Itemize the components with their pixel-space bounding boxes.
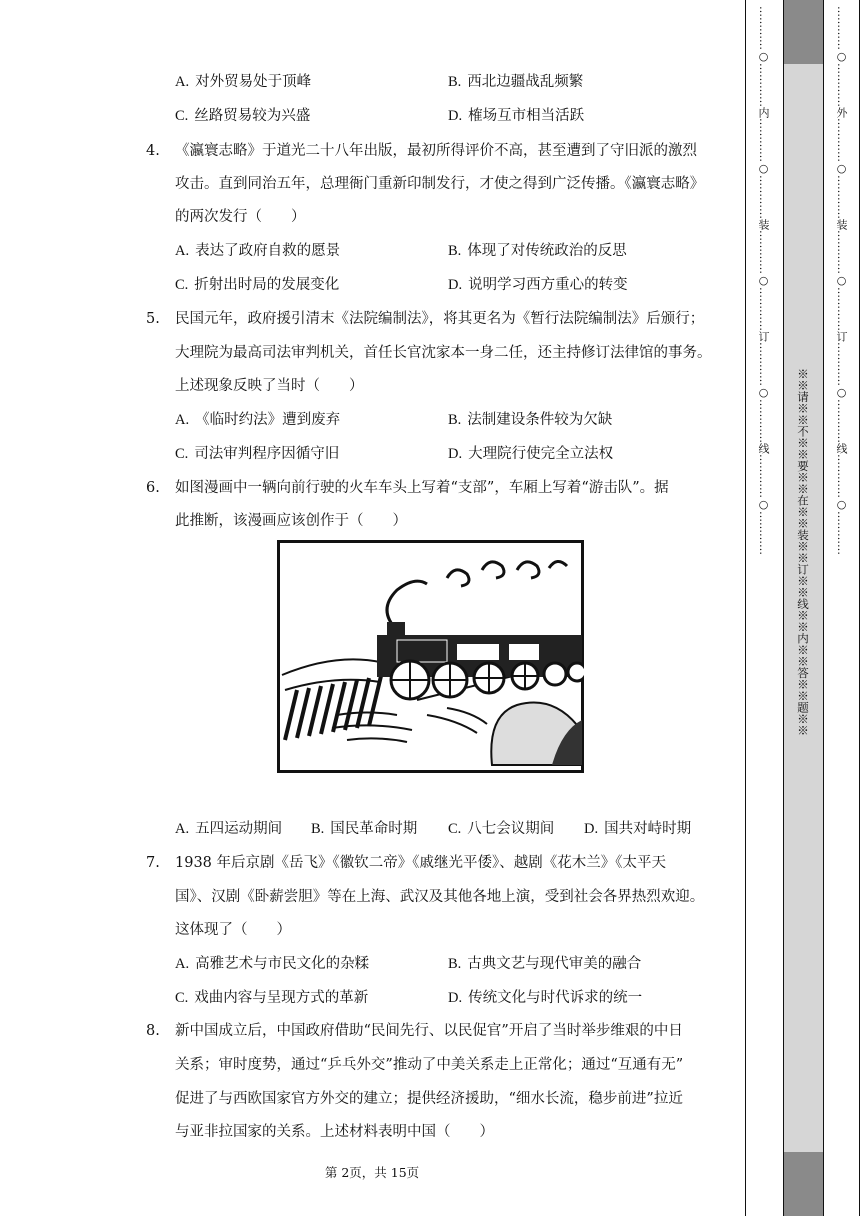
q5-option-c: C. 司法审判程序因循守旧 [175,446,340,462]
question-text: 《瀛寰志略》于道光二十八年出版，最初所得评价不高，甚至遭到了守旧派的激烈 [175,143,697,159]
question-text: 上述现象反映了当时（ ） [175,378,364,394]
q5-option-a: A. 《临时约法》遭到废弃 [175,412,341,428]
question-text: 民国元年，政府援引清末《法院编制法》，将其更名为《暂行法院编制法》后颁行； [175,311,705,327]
outer-binding-line: …………○…………外…………○…………装…………○…………订…………○…………线…………○………… [835,6,848,555]
question-number: 6. [146,480,160,496]
q3-option-c: C. 丝路贸易较为兴盛 [175,108,311,124]
q6-option-c: C. 八七会议期间 [448,821,555,837]
question-number: 4. [146,143,160,159]
question-text: 新中国成立后，中国政府借助“民间先行、以民促官”开启了当时举步维艰的中日 [175,1023,683,1039]
q4-option-c: C. 折射出时局的发展变化 [175,277,340,293]
question-text: 攻击。直到同治五年，总理衙门重新印制发行，才使之得到广泛传播。《瀛寰志略》 [175,176,705,192]
question-text: 与亚非拉国家的关系。上述材料表明中国（ ） [175,1124,494,1140]
question-text: 关系；审时度势，通过“乒乓外交”推动了中美关系走上正常化；通过“互通有无” [175,1057,684,1073]
question-text: 国》、汉剧《卧薪尝胆》等在上海、武汉及其他各地上演，受到社会各界热烈欢迎。 [175,889,705,905]
question-text: 这体现了（ ） [175,922,291,938]
question-text: 1938 年后京剧《岳飞》《徽钦二帝》《戚继光平倭》、越剧《花木兰》《太平天 [175,855,667,871]
q4-option-d: D. 说明学习西方重心的转变 [448,277,628,293]
q6-option-b: B. 国民革命时期 [311,821,418,837]
q5-option-d: D. 大理院行使完全立法权 [448,446,614,462]
question-text: 此推断，该漫画应该创作于（ ） [175,513,407,529]
q5-option-b: B. 法制建设条件较为欠缺 [448,412,613,428]
q7-option-d: D. 传统文化与时代诉求的统一 [448,990,643,1006]
q6-option-a: A. 五四运动期间 [175,821,283,837]
q7-option-a: A. 高雅艺术与市民文化的杂糅 [175,956,370,972]
question-number: 8. [146,1023,160,1039]
q3-option-d: D. 榷场互市相当活跃 [448,108,585,124]
binding-gray-block-bottom [784,1152,823,1216]
q3-option-a: A. 对外贸易处于顶峰 [175,74,312,90]
binding-gray-block-top [784,0,823,64]
q3-option-b: B. 西北边疆战乱频繁 [448,74,584,90]
question-text: 促进了与西欧国家官方外交的建立；提供经济援助，“细水长流，稳步前进”拉近 [175,1091,683,1107]
q4-option-b: B. 体现了对传统政治的反思 [448,243,627,259]
binding-notice-text: ※※请※※不※※要※※在※※装※※订※※线※※内※※答※※题※※ [796,368,810,736]
page-footer: 第 2页，共 15页 [324,1165,420,1180]
question-text: 的两次发行（ ） [175,209,306,225]
train-cartoon-image [277,540,584,773]
question-number: 5. [146,311,160,327]
q6-option-d: D. 国共对峙时期 [584,821,692,837]
question-text: 大理院为最高司法审判机关，首任长官沈家本一身二任，还主持修订法律馆的事务。 [175,345,712,361]
inner-binding-line: …………○…………内…………○…………装…………○…………订…………○…………线…………○………… [757,6,770,555]
q7-option-c: C. 戏曲内容与呈现方式的革新 [175,990,369,1006]
q7-option-b: B. 古典文艺与现代审美的融合 [448,956,642,972]
q4-option-a: A. 表达了政府自救的愿景 [175,243,341,259]
question-text: 如图漫画中一辆向前行驶的火车车头上写着“支部”，车厢上写着“游击队”。据 [175,480,669,496]
question-number: 7. [146,855,160,871]
